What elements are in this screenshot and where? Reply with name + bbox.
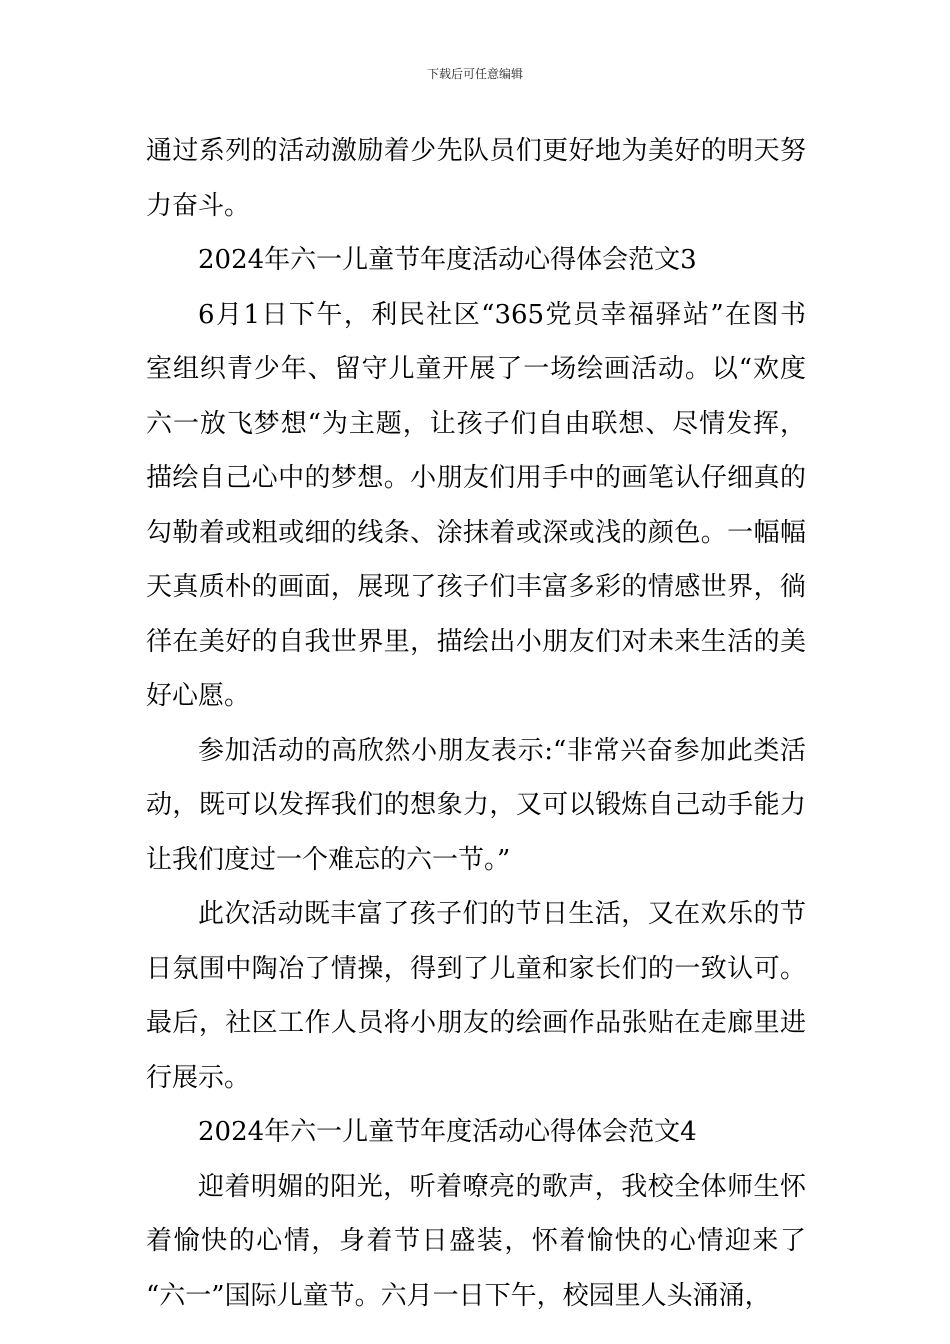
- paragraph-line: 室组织青少年、留守儿童开展了一场绘画活动。以“欢度: [146, 354, 806, 384]
- paragraph-line: 迎着明媚的阳光，听着嘹亮的歌声，我校全体师生怀: [198, 1171, 806, 1202]
- paragraph-line: 最后，社区工作人员将小朋友的绘画作品张贴在走廊里进: [146, 1008, 806, 1038]
- paragraph-line: 动，既可以发挥我们的想象力，又可以锻炼自己动手能力: [146, 790, 806, 820]
- body-paragraph: [146, 887, 806, 1105]
- paragraph-line: 让我们度过一个难忘的六一节。”: [146, 844, 511, 875]
- paragraph-line: 天真质朴的画面，展现了孩子们丰富多彩的情感世界，徜: [146, 572, 806, 602]
- page-header-note: 下载后可任意编辑: [426, 67, 523, 81]
- paragraph-line: 六一放飞梦想“为主题，让孩子们自由联想、尽情发挥，: [146, 408, 806, 439]
- paragraph-line: 日氛围中陶冶了情操，得到了儿童和家长们的一致认可。: [146, 953, 806, 984]
- section-heading: 2024年六一儿童节年度活动心得体会范文3: [198, 245, 697, 275]
- paragraph-line: “六一”国际儿童节。六月一日下午，校园里人头涌涌，: [146, 1280, 771, 1311]
- paragraph-line: 着愉快的心情，身着节日盛装，怀着愉快的心情迎来了: [146, 1226, 806, 1256]
- paragraph-line: 参加活动的高欣然小朋友表示:“非常兴奋参加此类活: [198, 735, 806, 766]
- paragraph-line: 行展示。: [146, 1062, 251, 1093]
- body-paragraph: [146, 724, 806, 888]
- paragraph-line: 描绘自己心中的梦想。小朋友们用手中的画笔认仔细真的: [146, 463, 806, 493]
- body-paragraph: [146, 288, 806, 724]
- body-paragraph: [146, 1160, 806, 1324]
- paragraph-line: 徉在美好的自我世界里，描绘出小朋友们对未来生活的美: [146, 626, 806, 657]
- body-paragraph: [146, 124, 806, 233]
- paragraph-line: 此次活动既丰富了孩子们的节日生活，又在欢乐的节: [198, 899, 806, 929]
- paragraph-line: 通过系列的活动激励着少先队员们更好地为美好的明天努: [146, 136, 806, 166]
- section-heading: 2024年六一儿童节年度活动心得体会范文4: [198, 1117, 697, 1147]
- paragraph-line: 好心愿。: [146, 681, 251, 711]
- paragraph-line: 6月1日下午，利民社区“365党员幸福驿站”在图书: [198, 299, 806, 330]
- document-body: [146, 124, 806, 1323]
- paragraph-line: 勾勒着或粗或细的线条、涂抹着或深或浅的颜色。一幅幅: [146, 517, 806, 548]
- paragraph-line: 力奋斗。: [146, 190, 251, 221]
